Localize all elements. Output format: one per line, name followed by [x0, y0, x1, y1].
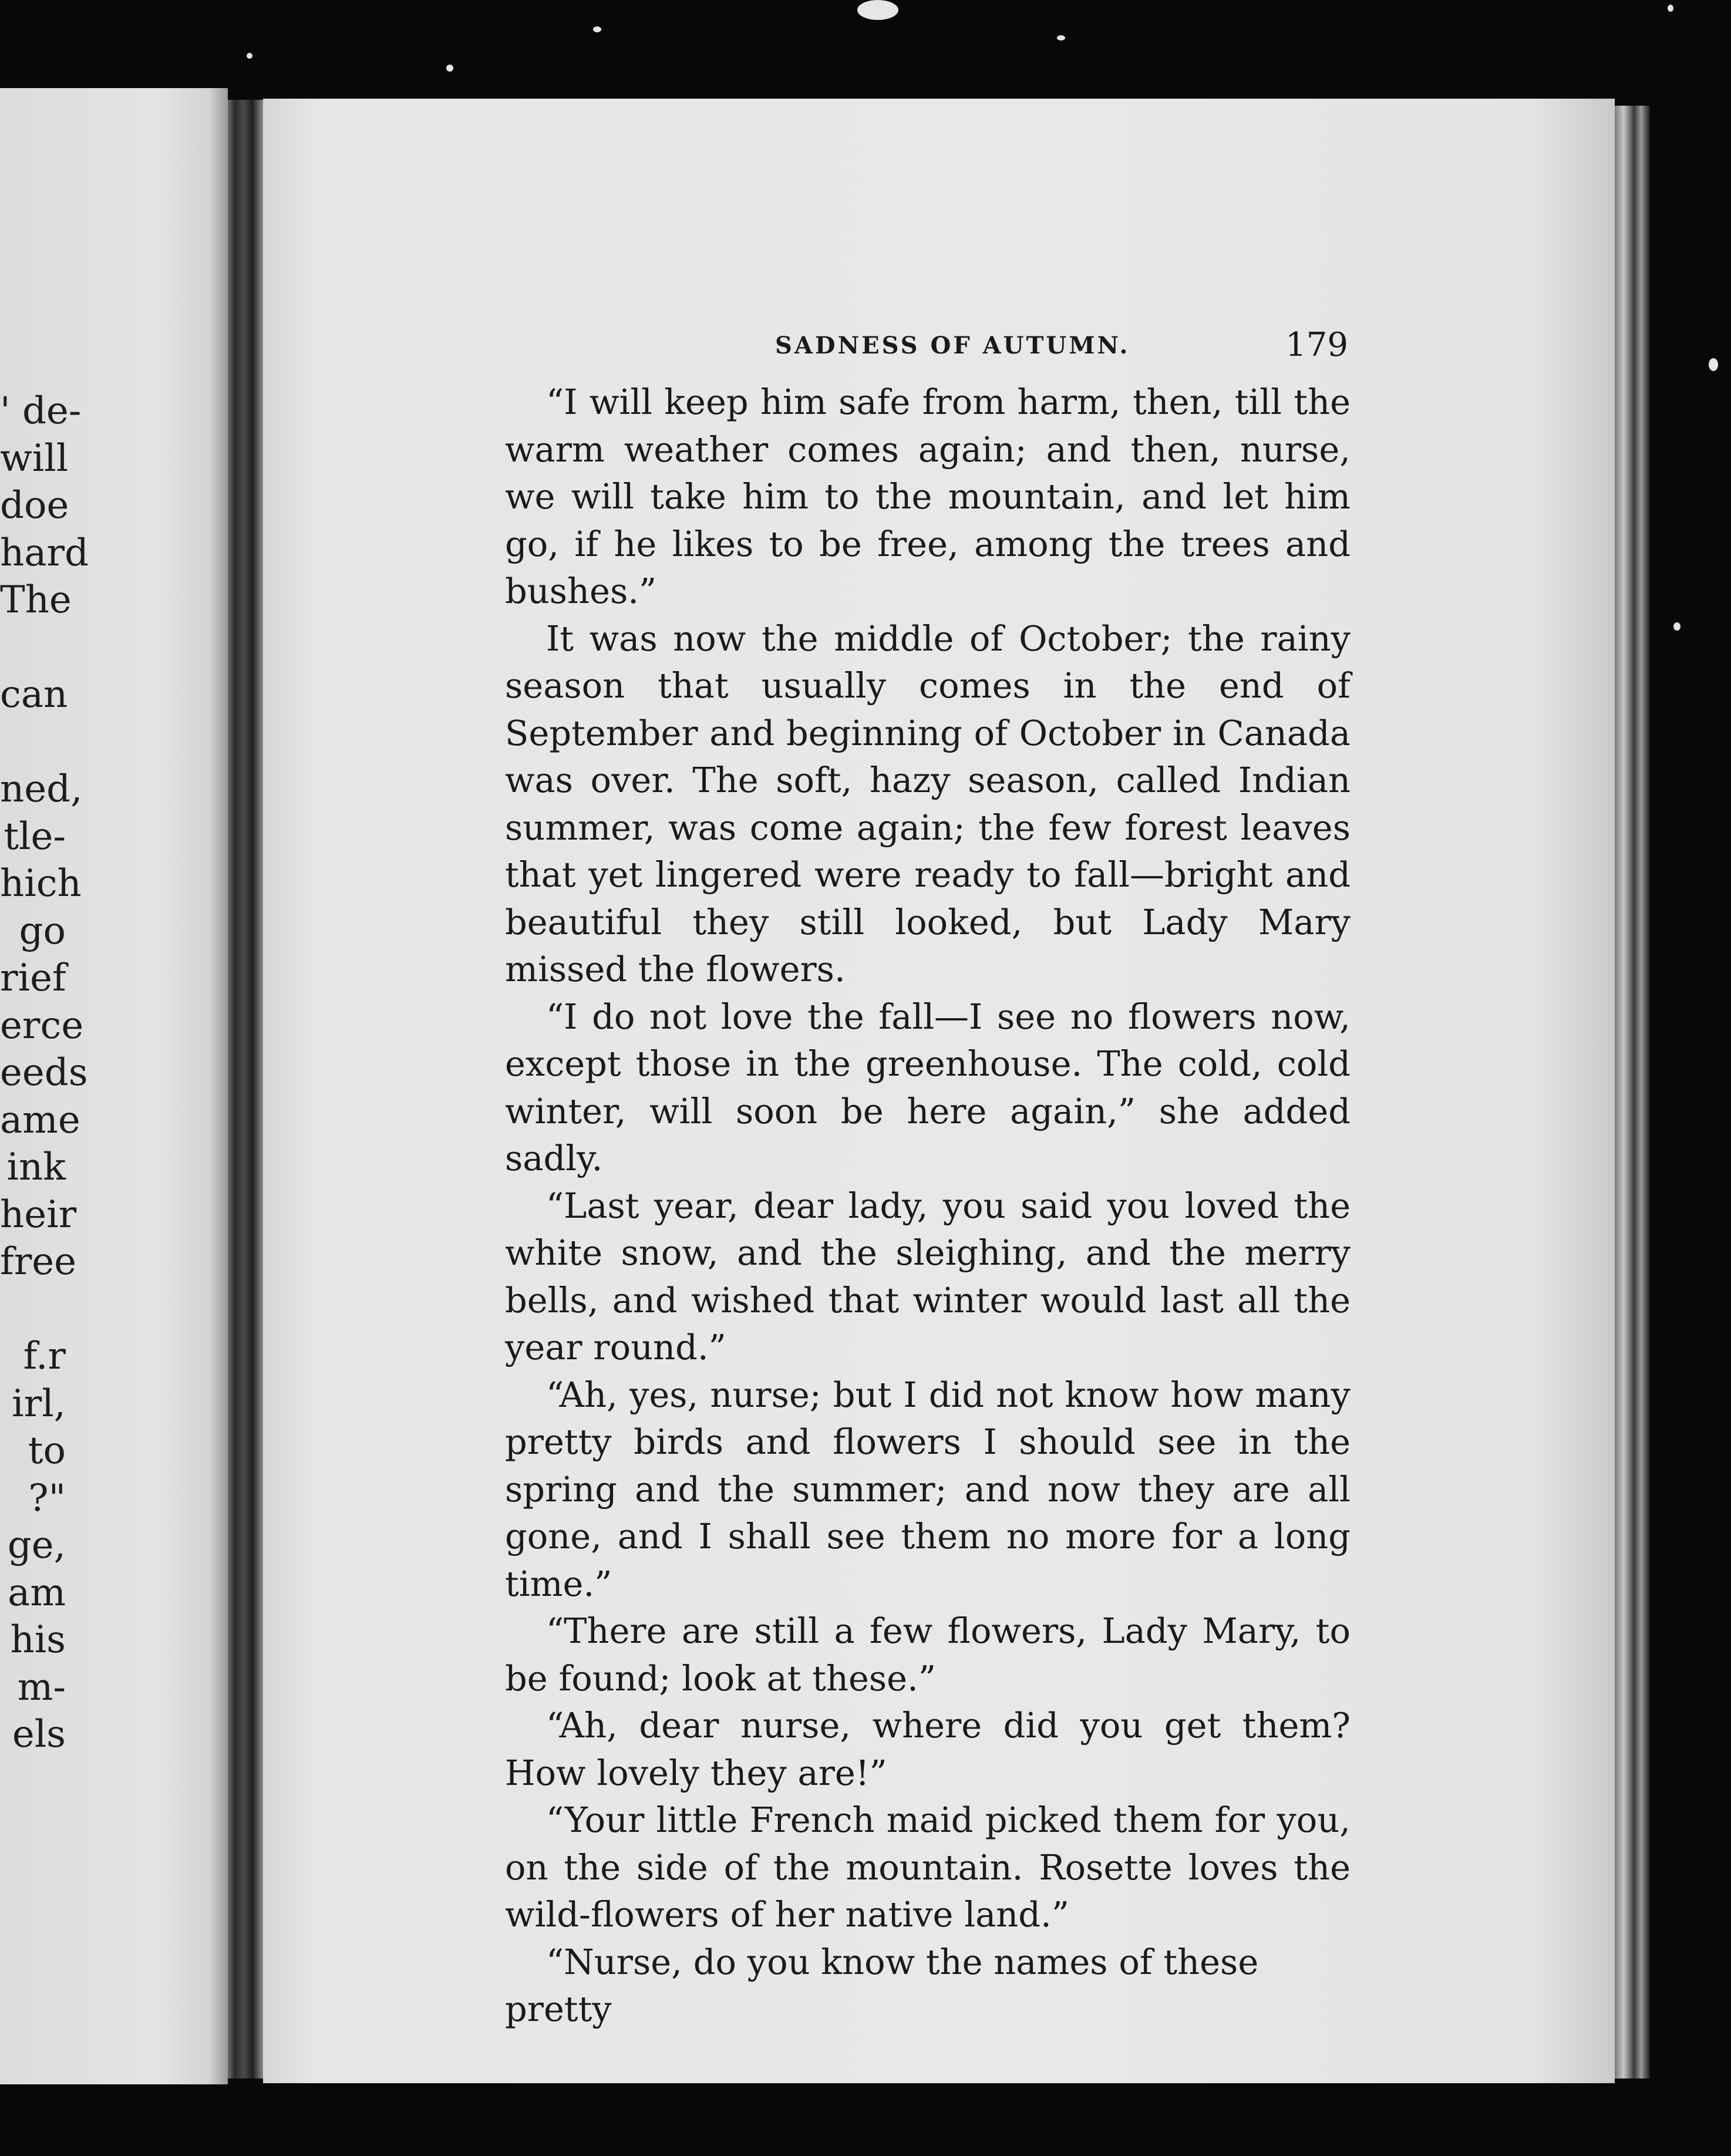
left-line-fragment: am: [8, 1571, 66, 1615]
paragraph: “Last year, dear lady, you said you loved the white snow, and the sleighing, and the merry bells, and wished that winter would last all the year round.”: [505, 1185, 1351, 1367]
paragraph: “Your little French maid picked them for you, on the side of the mountain. Rosette loves the wild-flowers of her native land.”: [505, 1800, 1351, 1935]
body-text: [505, 379, 1351, 2033]
left-line-fragment: ?": [28, 1476, 66, 1520]
paragraph: “Nurse, do you know the names of these pretty: [505, 1941, 1259, 2029]
left-line-fragment: rief: [0, 956, 66, 1000]
left-line-fragment: go: [19, 909, 66, 953]
paragraph: “Ah, yes, nurse; but I did not know how many pretty birds and flowers I should see in the spring and the summer; and now they are all gone, and I shall see them no more for a long time.”: [505, 1374, 1351, 1604]
running-head: [505, 326, 1351, 379]
left-facing-page: [0, 88, 228, 2084]
left-line-fragment: his: [10, 1618, 66, 1662]
paragraph: “I will keep him safe from harm, then, till the warm weather comes again; and then, nurse, we will take him to the mountain, and let him go, if he likes to be free, among the trees and bushes.”: [505, 382, 1351, 611]
running-title: SADNESS OF AUTUMN.: [775, 332, 1130, 359]
left-line-fragment: to: [28, 1429, 66, 1473]
left-line-fragment: ' de-: [0, 389, 82, 433]
left-line-fragment: f.r: [23, 1335, 66, 1378]
scan-speck: [446, 65, 453, 72]
left-line-fragment: ame: [0, 1098, 80, 1142]
left-line-fragment: irl,: [12, 1382, 66, 1426]
left-line-fragment: m-: [17, 1665, 66, 1709]
paragraph: “There are still a few flowers, Lady Mary, to be found; look at these.”: [505, 1611, 1351, 1699]
left-line-fragment: erce: [0, 1003, 84, 1047]
left-line-fragment: ink: [6, 1146, 66, 1189]
scan-speck: [1673, 622, 1681, 631]
left-line-fragment: eeds: [0, 1051, 88, 1094]
scan-speck: [857, 0, 898, 20]
left-line-fragment: [0, 1286, 66, 1333]
paragraph: It was now the middle of October; the rainy season that usually comes in the end of September and beginning of October in Canada was over. The soft, hazy season, called Indian summer, was come again; the few forest leaves that yet lingered were ready to fall—bright and beautiful they still looked, but Lady Mary missed the flowers.: [505, 618, 1351, 989]
left-line-fragment: free: [0, 1240, 77, 1284]
paragraph: “Ah, dear nurse, where did you get them? How lovely they are!”: [505, 1705, 1351, 1793]
left-page-text: [0, 388, 89, 1759]
left-line-fragment: will: [0, 436, 69, 480]
scan-speck: [1668, 5, 1673, 12]
left-line-fragment: hich: [0, 862, 82, 905]
left-line-fragment: can: [0, 673, 68, 716]
left-line-fragment: ge,: [7, 1524, 66, 1567]
book-gutter: [228, 100, 263, 2078]
scan-speck: [593, 26, 601, 32]
left-line-fragment: heir: [0, 1192, 77, 1237]
page-number: 179: [1285, 326, 1348, 364]
page-stack-edge: [1615, 106, 1650, 2078]
left-line-fragment: [0, 719, 66, 766]
scan-speck: [1709, 358, 1718, 371]
left-line-fragment: ned,: [0, 767, 83, 811]
scan-speck: [247, 53, 252, 59]
scan-speck: [1057, 35, 1065, 41]
left-line-fragment: els: [12, 1713, 66, 1756]
left-line-fragment: hard: [0, 531, 89, 575]
paragraph: “I do not love the fall—I see no flowers now, except those in the greenhouse. The cold, cold winter, will soon be here again,” she added sadly.: [505, 996, 1351, 1178]
page-text-block: [505, 326, 1351, 2033]
left-line-fragment: tle-: [4, 814, 66, 858]
left-line-fragment: The: [0, 578, 72, 622]
left-line-fragment: doe: [0, 484, 69, 527]
left-line-fragment: [0, 624, 66, 672]
